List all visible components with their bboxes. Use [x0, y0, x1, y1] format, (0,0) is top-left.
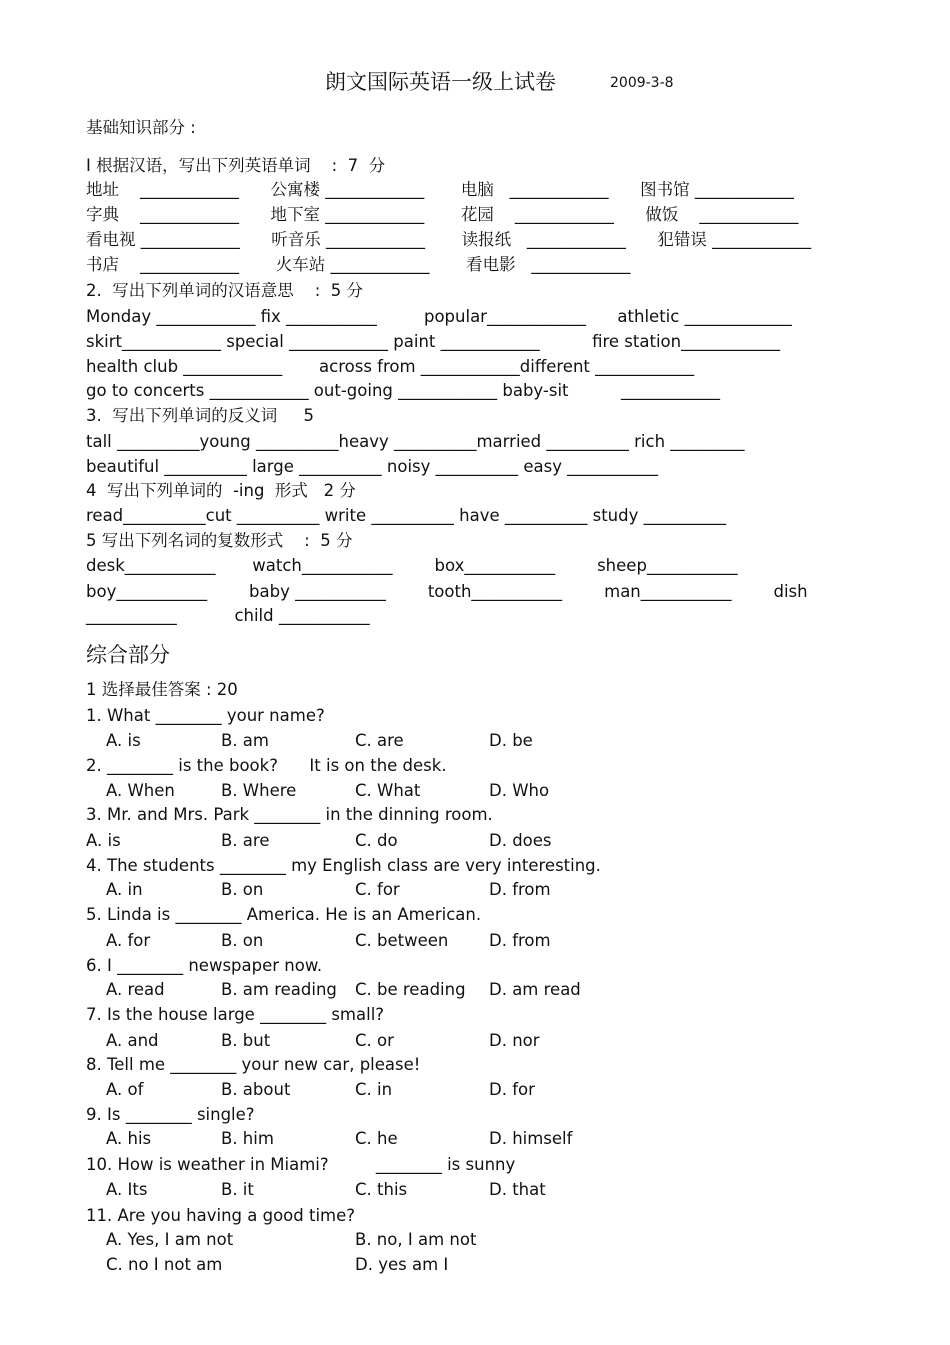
- part2-row: skirt____________ special ____________ paint ____________ fire station____________: [86, 332, 781, 351]
- option-b: B. him: [221, 1129, 274, 1148]
- option-a: A. his: [106, 1129, 152, 1148]
- option-d: D. from: [489, 931, 551, 950]
- part2-row: go to concerts ____________ out-going ____________ baby-sit ____________: [86, 381, 720, 400]
- part1-row: 地址 ____________ 公寓楼 ____________ 电脑 ____________ 图书馆 ____________: [86, 180, 794, 199]
- option-c: C. between: [355, 931, 449, 950]
- option-b: B. are: [221, 831, 270, 850]
- question-text: 8. Tell me ________ your new car, please!: [86, 1055, 421, 1074]
- option-d: D. that: [489, 1180, 546, 1199]
- option-b: B. am reading: [221, 980, 337, 999]
- question-text: 11. Are you having a good time?: [86, 1206, 356, 1225]
- part4-row: read__________cut __________ write __________ have __________ study __________: [86, 506, 727, 525]
- option-a: A. is: [106, 731, 141, 750]
- option-c: C. he: [355, 1129, 398, 1148]
- question-text: 6. I ________ newspaper now.: [86, 956, 323, 975]
- option-a: A. Yes, I am not: [106, 1230, 234, 1249]
- option-a: A. read: [106, 980, 165, 999]
- option-c: C. or: [355, 1031, 394, 1050]
- option-c: C. this: [355, 1180, 408, 1199]
- option-b: B. no, I am not: [355, 1230, 477, 1249]
- option-d: D. Who: [489, 781, 550, 800]
- option-c: C. be reading: [355, 980, 466, 999]
- question-text: 3. Mr. and Mrs. Park ________ in the dinning room.: [86, 805, 493, 824]
- part4-heading: 4 写出下列单词的 -ing 形式 2 分: [86, 481, 356, 500]
- option-d: D. does: [489, 831, 552, 850]
- option-b: B. on: [221, 880, 264, 899]
- part1-row: 书店 ____________ 火车站 ____________ 看电影 ____________: [86, 255, 631, 274]
- option-d: D. be: [489, 731, 533, 750]
- option-b: B. Where: [221, 781, 297, 800]
- option-a: A. is: [86, 831, 121, 850]
- option-b: B. it: [221, 1180, 254, 1199]
- question-text: 4. The students ________ my English class are very interesting.: [86, 856, 601, 875]
- option-d: D. from: [489, 880, 551, 899]
- option-d: D. yes am I: [355, 1255, 449, 1274]
- option-b: B. on: [221, 931, 264, 950]
- question-text: 10. How is weather in Miami? ________ is sunny: [86, 1155, 516, 1174]
- option-a: A. When: [106, 781, 175, 800]
- part2-heading: 2. 写出下列单词的汉语意思 : 5 分: [86, 281, 364, 300]
- option-d: D. nor: [489, 1031, 540, 1050]
- question-text: 7. Is the house large ________ small?: [86, 1005, 385, 1024]
- option-c: C. in: [355, 1080, 393, 1099]
- option-b: B. about: [221, 1080, 291, 1099]
- option-d: D. am read: [489, 980, 581, 999]
- question-text: 9. Is ________ single?: [86, 1105, 255, 1124]
- option-d: D. for: [489, 1080, 535, 1099]
- part2-row: health club ____________ across from ____________different ____________: [86, 357, 695, 376]
- part1-heading: I 根据汉语，写出下列英语单词 : 7 分: [86, 156, 386, 175]
- part5-row: ___________ child ___________: [86, 606, 370, 625]
- option-a: A. and: [106, 1031, 159, 1050]
- exam-title: 朗文国际英语一级上试卷: [325, 70, 556, 94]
- option-b: B. am: [221, 731, 269, 750]
- option-a: A. of: [106, 1080, 144, 1099]
- option-c: C. no I not am: [106, 1255, 223, 1274]
- option-a: A. Its: [106, 1180, 148, 1199]
- option-c: C. What: [355, 781, 421, 800]
- question-text: 5. Linda is ________ America. He is an American.: [86, 905, 482, 924]
- part1-row: 看电视 ____________ 听音乐 ____________ 读报纸 ____________ 犯错误 ____________: [86, 230, 812, 249]
- question-text: 1. What ________ your name?: [86, 706, 325, 725]
- part3-heading: 3. 写出下列单词的反义词 5: [86, 406, 314, 425]
- section2-sub-heading: 1 选择最佳答案 : 20: [86, 680, 238, 699]
- option-b: B. but: [221, 1031, 271, 1050]
- part5-row: desk___________ watch___________ box___________ sheep___________: [86, 556, 738, 575]
- part3-row: beautiful __________ large __________ noisy __________ easy ___________: [86, 457, 658, 476]
- option-d: D. himself: [489, 1129, 573, 1148]
- section2-heading: 综合部分: [86, 643, 170, 667]
- option-c: C. are: [355, 731, 404, 750]
- option-c: C. do: [355, 831, 398, 850]
- part5-row: boy___________ baby ___________ tooth___________ man___________ dish: [86, 582, 808, 601]
- option-c: C. for: [355, 880, 400, 899]
- option-a: A. in: [106, 880, 143, 899]
- exam-date: 2009-3-8: [610, 75, 674, 91]
- option-a: A. for: [106, 931, 151, 950]
- part3-row: tall __________young __________heavy __________married __________ rich _________: [86, 432, 745, 451]
- part5-heading: 5 写出下列名词的复数形式 : 5 分: [86, 531, 353, 550]
- part2-row: Monday ____________ fix ___________ popular____________ athletic _____________: [86, 307, 792, 326]
- question-text: 2. ________ is the book? It is on the desk.: [86, 756, 447, 775]
- part1-row: 字典 ____________ 地下室 ____________ 花园 ____________ 做饭 ____________: [86, 205, 799, 224]
- basic-section-heading: 基础知识部分 :: [86, 118, 196, 137]
